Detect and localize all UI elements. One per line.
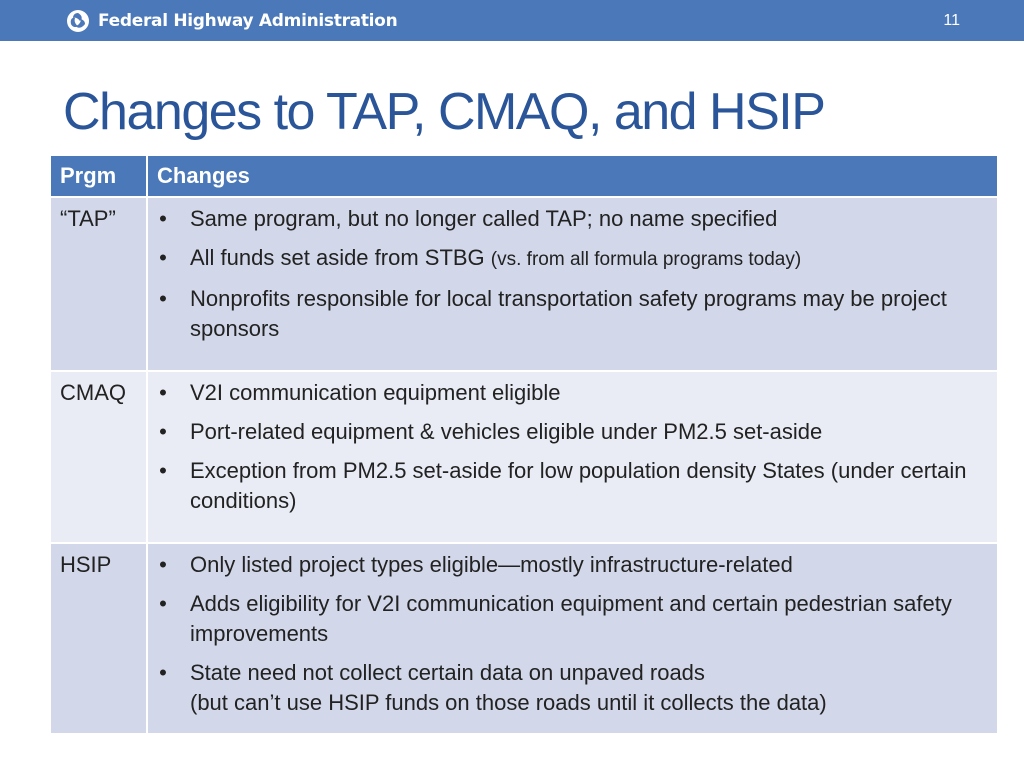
list-item [148, 550, 991, 580]
list-item [148, 284, 991, 344]
bullet-icon: • [159, 380, 167, 405]
program-cell: “TAP” [51, 197, 147, 371]
bullet-icon: • [159, 660, 167, 685]
list-item [148, 658, 991, 718]
table-row [51, 543, 997, 733]
list-item [148, 204, 991, 234]
bullet-icon: • [159, 419, 167, 444]
program-cell: CMAQ [51, 371, 147, 543]
fhwa-logo [66, 9, 397, 33]
program-cell: HSIP [51, 543, 147, 733]
list-item [148, 589, 991, 649]
column-header-program: Prgm [51, 156, 147, 197]
item-text: Port-related equipment & vehicles eligible under PM2.5 set-aside [190, 419, 823, 444]
list-item [148, 456, 991, 516]
item-text: Same program, but no longer called TAP; no name specified [190, 206, 778, 231]
item-text: All funds set aside from STBG [190, 245, 491, 270]
list-item [148, 243, 991, 275]
table-row [51, 371, 997, 543]
item-text: State need not collect certain data on unpaved roads [190, 660, 705, 685]
slide-title: Changes to TAP, CMAQ, and HSIP [63, 83, 825, 141]
bullet-icon: • [159, 458, 167, 483]
bullet-icon: • [159, 286, 167, 311]
changes-cell [147, 371, 997, 543]
bullet-icon: • [159, 591, 167, 616]
bullet-icon: • [159, 552, 167, 577]
bullet-list [148, 550, 991, 718]
item-text: Adds eligibility for V2I communication equipment and certain pedestrian safety improvements [190, 591, 952, 646]
bullet-icon: • [159, 245, 167, 270]
changes-cell [147, 543, 997, 733]
changes-table [51, 156, 997, 733]
item-text: Exception from PM2.5 set-aside for low population density States (under certain conditions) [190, 458, 967, 513]
slide-number: 11 [943, 12, 960, 29]
agency-name: Federal Highway Administration [98, 11, 398, 31]
bullet-icon: • [159, 206, 167, 231]
list-item [148, 417, 991, 447]
table-row [51, 197, 997, 371]
item-text: Nonprofits responsible for local transportation safety programs may be project sponsors [190, 286, 947, 341]
dot-triskelion-icon [66, 9, 90, 33]
changes-cell [147, 197, 997, 371]
column-header-changes: Changes [147, 156, 997, 197]
list-item [148, 378, 991, 408]
bullet-list [148, 378, 991, 516]
item-note: (vs. from all formula programs today) [490, 249, 802, 270]
header-bar [0, 0, 1024, 41]
table-header-row [51, 156, 997, 197]
item-text: Only listed project types eligible—mostly infrastructure-related [190, 552, 793, 577]
item-text: V2I communication equipment eligible [190, 380, 561, 405]
bullet-list [148, 204, 991, 344]
item-text-line2: (but can’t use HSIP funds on those roads until it collects the data) [190, 690, 827, 715]
